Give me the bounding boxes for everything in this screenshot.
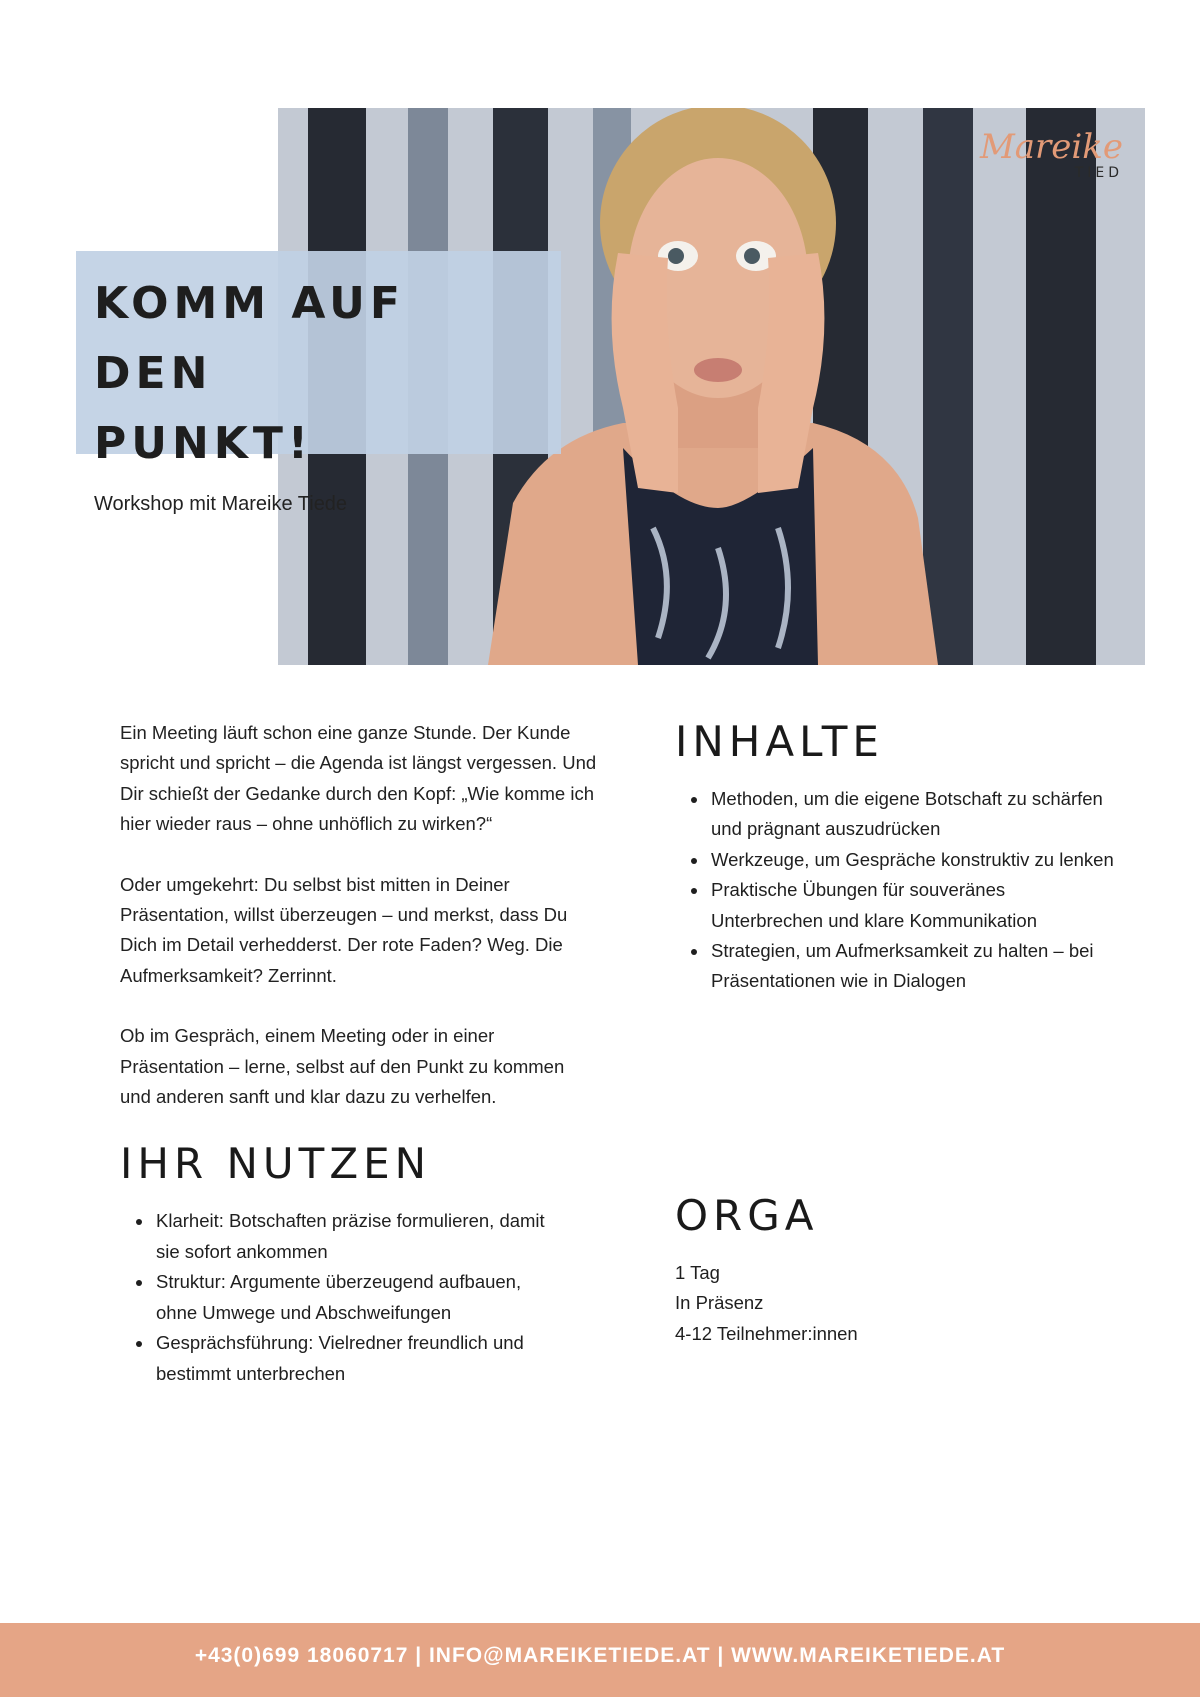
orga-section	[675, 1186, 1115, 1349]
orga-format: In Präsenz	[675, 1292, 764, 1314]
footer-contact-bar	[0, 1623, 1200, 1697]
list-item: • Praktische Übungen für souveränes Unterbrechen und klare Kommunikation	[709, 875, 1115, 936]
list-item: • Klarheit: Botschaften präzise formulieren, damit sie sofort ankommen	[154, 1206, 554, 1267]
nutzen-list	[120, 1206, 554, 1388]
title-line-1: KOMM AUF DEN	[94, 278, 405, 399]
intro-paragraph-3: Ob im Gespräch, einem Meeting oder in einer Präsentation – lerne, selbst auf den Punkt zu kommen und anderen sanft und klar dazu zu verhelfen.	[120, 1025, 565, 1108]
list-item: • Strategien, um Aufmerksamkeit zu halten – bei Präsentationen wie in Dialogen	[709, 936, 1115, 997]
orga-duration: 1 Tag	[675, 1262, 720, 1283]
intro-paragraph-2: Oder umgekehrt: Du selbst bist mitten in Deiner Präsentation, willst überzeugen – und merkst, dass Du Dich im Detail verhedderst. Der rote Faden? Weg. Die Aufmerksamkeit? Zerrinnt.	[120, 873, 568, 986]
orga-heading: ORGA	[675, 1191, 819, 1240]
logo-script-text: Mareike	[979, 127, 1123, 167]
list-item: • Methoden, um die eigene Botschaft zu schärfen und prägnant auszudrücken	[709, 784, 1115, 845]
title-box	[76, 251, 561, 515]
orga-participants: 4-12 Teilnehmer:innen	[675, 1322, 858, 1344]
orga-details	[675, 1258, 1115, 1349]
list-item: • Struktur: Argumente überzeugend aufbauen, ohne Umwege und Abschweifungen	[154, 1267, 554, 1328]
inhalte-heading: INHALTE	[675, 717, 884, 766]
list-item: • Gesprächsführung: Vielredner freundlich und bestimmt unterbrechen	[154, 1328, 554, 1389]
nutzen-heading: IHR NUTZEN	[120, 1139, 432, 1189]
intro-paragraph-1: Ein Meeting läuft schon eine ganze Stunde. Der Kunde spricht und spricht – die Agenda ist längst vergessen. Und Dir schießt der Gedanke durch den Kopf: „Wie komme ich hier wieder raus – ohne unhöflich zu wirken?“	[120, 722, 597, 835]
logo-sub-text: TIED	[1074, 165, 1123, 181]
list-item: • Werkzeuge, um Gespräche konstruktiv zu lenken	[709, 845, 1115, 875]
title-line-2: PUNKT!	[94, 418, 313, 469]
page-title	[94, 269, 543, 479]
footer-contact: +43(0)699 18060717 | INFO@MAREIKETIEDE.AT | WWW.MAREIKETIEDE.AT	[194, 1644, 1006, 1667]
subtitle: Workshop mit Mareike Tiede	[94, 493, 348, 515]
brand-logo	[979, 127, 1123, 181]
inhalte-list	[675, 784, 1115, 997]
right-column	[675, 717, 1115, 1344]
left-column	[120, 718, 600, 1389]
